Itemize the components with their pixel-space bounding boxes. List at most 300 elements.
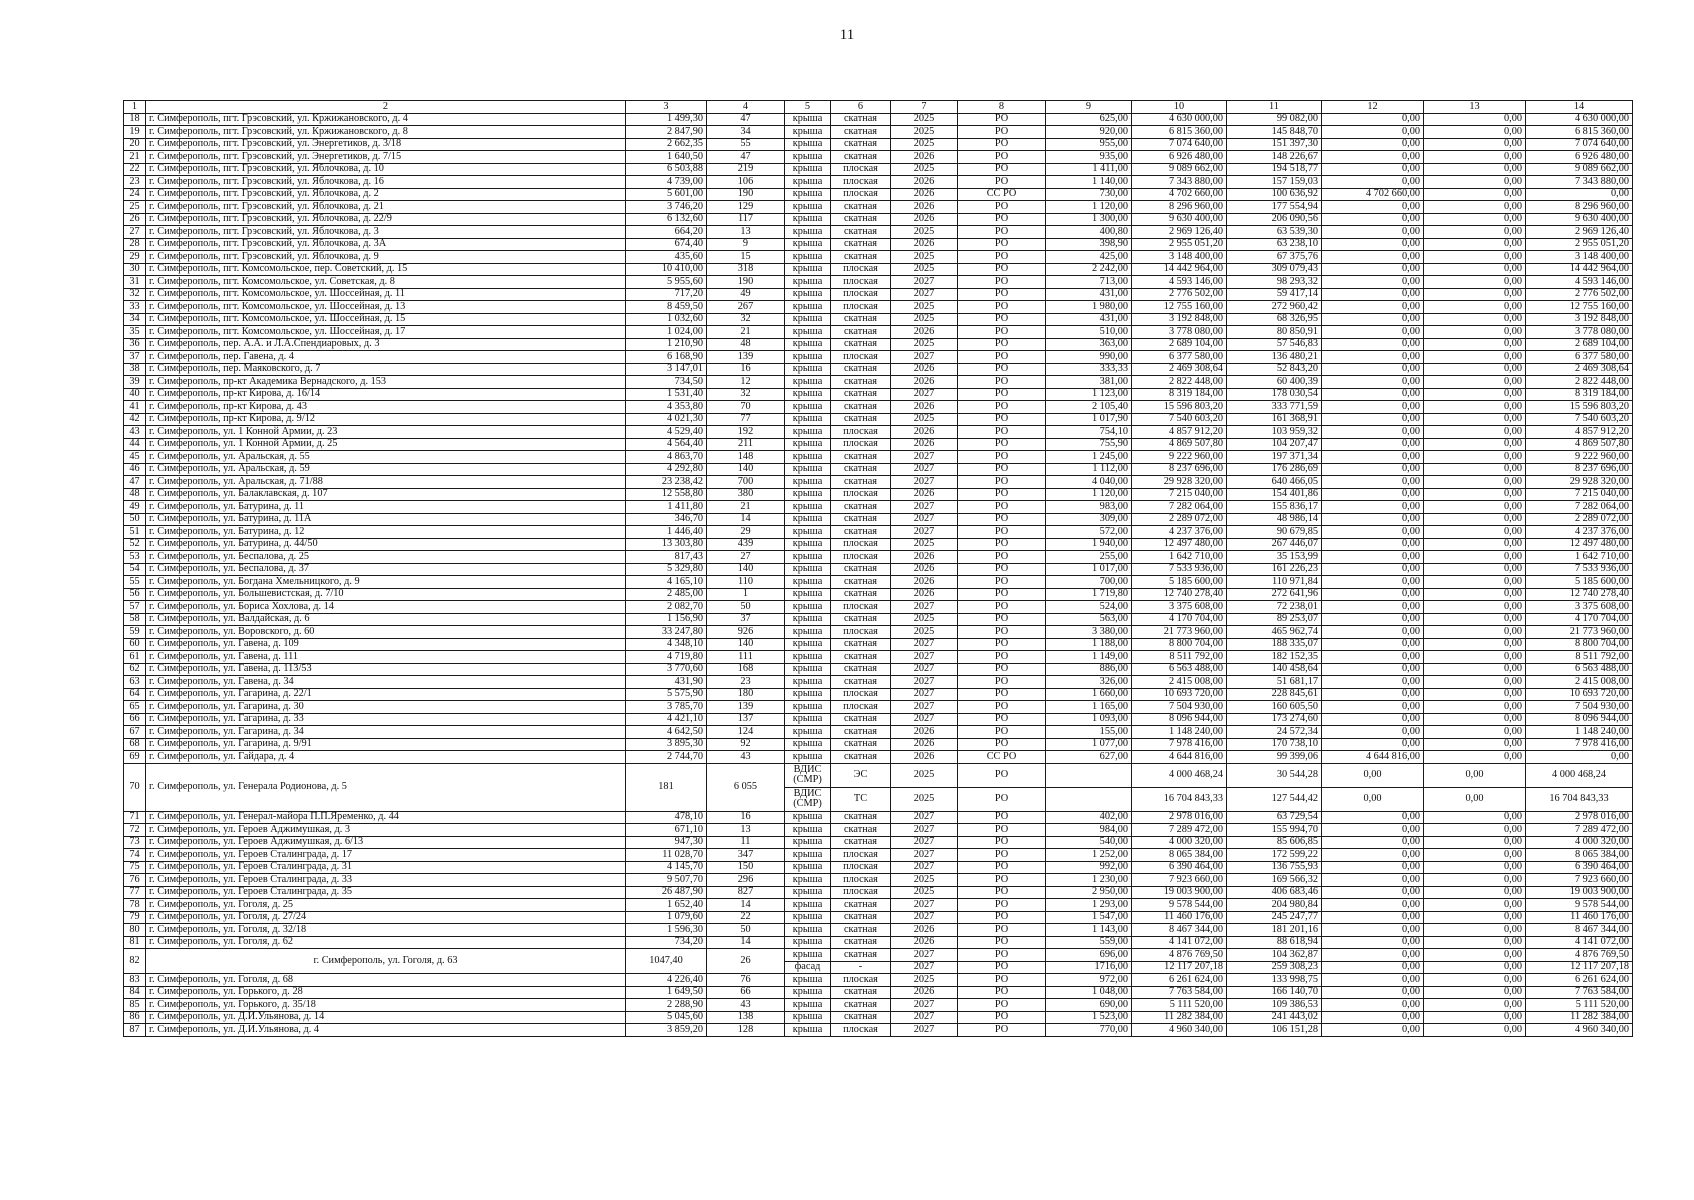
cell-volume: 333,33 [1046, 363, 1132, 376]
table-row [124, 986, 1633, 999]
cell-address: г. Симферополь, ул. Беспалова, д. 37 [146, 563, 626, 576]
cell-volume: 1 120,00 [1046, 488, 1132, 501]
cell-fund: РО [958, 463, 1046, 476]
cell-fund: РО [958, 238, 1046, 251]
cell-element: крыша [785, 911, 831, 924]
cell-other-funds: 0,00 [1424, 163, 1526, 176]
cell-unit-cost: 99 399,06 [1227, 751, 1322, 764]
cell-fund: РО [958, 763, 1046, 787]
cell-other-funds: 0,00 [1424, 326, 1526, 339]
table-row [124, 376, 1633, 389]
table-row [124, 726, 1633, 739]
cell-volume: 524,00 [1046, 601, 1132, 614]
cell-year: 2027 [891, 451, 958, 464]
cell-other-funds: 0,00 [1424, 551, 1526, 564]
cell-unit-cost: 109 386,53 [1227, 999, 1322, 1012]
cell-element: крыша [785, 113, 831, 126]
cell-address: г. Симферополь, ул. Гоголя, д. 25 [146, 899, 626, 912]
cell-fund: РО [958, 936, 1046, 949]
cell-roof-type: плоская [831, 601, 891, 614]
cell-residents: 150 [707, 861, 785, 874]
column-header: 9 [1046, 101, 1132, 114]
cell-cost: 2 776 502,00 [1132, 288, 1227, 301]
cell-year: 2025 [891, 886, 958, 899]
cell-fund: РО [958, 251, 1046, 264]
cell-special-account: 0,00 [1322, 251, 1424, 264]
cell-cost: 3 375 608,00 [1132, 601, 1227, 614]
cell-regional-operator: 7 540 603,20 [1526, 413, 1633, 426]
cell-address: г. Симферополь, ул. Бориса Хохлова, д. 14 [146, 601, 626, 614]
cell-row-number: 72 [124, 824, 146, 837]
cell-address: г. Симферополь, пгт. Грэсовский, ул. Яблочкова, д. 21 [146, 201, 626, 214]
cell-year: 2026 [891, 738, 958, 751]
cell-volume: 625,00 [1046, 113, 1132, 126]
cell-address: г. Симферополь, пгт. Грэсовский, ул. Кржижановского, д. 8 [146, 126, 626, 139]
cell-roof-type: скатная [831, 924, 891, 937]
cell-area: 947,30 [626, 836, 707, 849]
cell-volume: 1716,00 [1046, 961, 1132, 974]
cell-cost: 6 563 488,00 [1132, 663, 1227, 676]
cell-other-funds: 0,00 [1424, 276, 1526, 289]
cell-address: г. Симферополь, ул. Гавена, д. 111 [146, 651, 626, 664]
cell-year: 2025 [891, 338, 958, 351]
cell-area: 4 529,40 [626, 426, 707, 439]
cell-regional-operator: 7 923 660,00 [1526, 874, 1633, 887]
cell-volume: 1 940,00 [1046, 538, 1132, 551]
cell-cost: 7 215 040,00 [1132, 488, 1227, 501]
cell-special-account: 0,00 [1322, 849, 1424, 862]
cell-roof-type: плоская [831, 176, 891, 189]
cell-year: 2026 [891, 924, 958, 937]
cell-element: крыша [785, 326, 831, 339]
cell-year: 2027 [891, 899, 958, 912]
cell-cost: 2 469 308,64 [1132, 363, 1227, 376]
cell-fund: РО [958, 538, 1046, 551]
cell-other-funds: 0,00 [1424, 563, 1526, 576]
cell-regional-operator: 8 467 344,00 [1526, 924, 1633, 937]
cell-volume: 1 077,00 [1046, 738, 1132, 751]
cell-roof-type: скатная [831, 363, 891, 376]
cell-residents: 43 [707, 751, 785, 764]
cell-cost: 3 148 400,00 [1132, 251, 1227, 264]
cell-special-account: 0,00 [1322, 861, 1424, 874]
cell-cost: 9 578 544,00 [1132, 899, 1227, 912]
cell-element: крыша [785, 576, 831, 589]
cell-cost: 2 822 448,00 [1132, 376, 1227, 389]
cell-regional-operator: 7 504 930,00 [1526, 701, 1633, 714]
cell-volume: 400,80 [1046, 226, 1132, 239]
cell-unit-cost: 59 417,14 [1227, 288, 1322, 301]
cell-area: 1047,40 [626, 949, 707, 974]
cell-year: 2026 [891, 401, 958, 414]
cell-unit-cost: 80 850,91 [1227, 326, 1322, 339]
cell-other-funds: 0,00 [1424, 288, 1526, 301]
cell-unit-cost: 172 599,22 [1227, 849, 1322, 862]
cell-other-funds: 0,00 [1424, 301, 1526, 314]
cell-row-number: 18 [124, 113, 146, 126]
cell-volume: 627,00 [1046, 751, 1132, 764]
table-row [124, 911, 1633, 924]
cell-regional-operator: 2 978 016,00 [1526, 811, 1633, 824]
cell-fund: РО [958, 861, 1046, 874]
table-row [124, 126, 1633, 139]
cell-element: крыша [785, 138, 831, 151]
cell-regional-operator: 9 578 544,00 [1526, 899, 1633, 912]
cell-area: 4 564,40 [626, 438, 707, 451]
cell-fund: РО [958, 651, 1046, 664]
cell-row-number: 69 [124, 751, 146, 764]
cell-other-funds: 0,00 [1424, 576, 1526, 589]
cell-roof-type: плоская [831, 263, 891, 276]
cell-cost: 3 778 080,00 [1132, 326, 1227, 339]
cell-area: 8 459,50 [626, 301, 707, 314]
cell-element: крыша [785, 301, 831, 314]
cell-element: крыша [785, 861, 831, 874]
cell-volume: 309,00 [1046, 513, 1132, 526]
cell-residents: 380 [707, 488, 785, 501]
cell-other-funds: 0,00 [1424, 1024, 1526, 1037]
cell-unit-cost: 309 079,43 [1227, 263, 1322, 276]
cell-roof-type: скатная [831, 201, 891, 214]
cell-address: г. Симферополь, ул. Гоголя, д. 62 [146, 936, 626, 949]
cell-year: 2025 [891, 974, 958, 987]
cell-cost: 14 442 964,00 [1132, 263, 1227, 276]
cell-area: 671,10 [626, 824, 707, 837]
cell-cost: 4 702 660,00 [1132, 188, 1227, 201]
cell-roof-type: плоская [831, 538, 891, 551]
cell-other-funds: 0,00 [1424, 313, 1526, 326]
cell-address: г. Симферополь, ул. Героев Сталинграда, д. 31 [146, 861, 626, 874]
cell-address: г. Симферополь, ул. Гавена, д. 109 [146, 638, 626, 651]
cell-volume: 1 547,00 [1046, 911, 1132, 924]
cell-address: г. Симферополь, ул. Гоголя, д. 32/18 [146, 924, 626, 937]
cell-volume: 730,00 [1046, 188, 1132, 201]
cell-special-account: 0,00 [1322, 163, 1424, 176]
cell-roof-type: плоская [831, 688, 891, 701]
cell-fund: СС РО [958, 751, 1046, 764]
cell-address: г. Симферополь, пгт. Комсомольское, пер. Советский, д. 15 [146, 263, 626, 276]
cell-volume: 955,00 [1046, 138, 1132, 151]
cell-year: 2027 [891, 463, 958, 476]
cell-cost: 6 377 580,00 [1132, 351, 1227, 364]
cell-cost: 2 289 072,00 [1132, 513, 1227, 526]
cell-area: 2 288,90 [626, 999, 707, 1012]
cell-cost: 4 960 340,00 [1132, 1024, 1227, 1037]
column-header: 6 [831, 101, 891, 114]
cell-year: 2027 [891, 849, 958, 862]
cell-unit-cost: 151 397,30 [1227, 138, 1322, 151]
cell-residents: 138 [707, 1011, 785, 1024]
cell-area: 4 642,50 [626, 726, 707, 739]
table-row [124, 576, 1633, 589]
cell-regional-operator: 4 170 704,00 [1526, 613, 1633, 626]
cell-special-account: 0,00 [1322, 576, 1424, 589]
column-header: 11 [1227, 101, 1322, 114]
cell-fund: РО [958, 551, 1046, 564]
table-row [124, 463, 1633, 476]
table-row [124, 451, 1633, 464]
cell-residents: 139 [707, 701, 785, 714]
cell-unit-cost: 194 518,77 [1227, 163, 1322, 176]
cell-roof-type: скатная [831, 836, 891, 849]
cell-row-number: 60 [124, 638, 146, 651]
cell-row-number: 21 [124, 151, 146, 164]
cell-unit-cost: 72 238,01 [1227, 601, 1322, 614]
cell-address: г. Симферополь, пгт. Грэсовский, ул. Яблочкова, д. 10 [146, 163, 626, 176]
cell-area: 478,10 [626, 811, 707, 824]
cell-residents: 140 [707, 463, 785, 476]
cell-special-account: 0,00 [1322, 588, 1424, 601]
cell-regional-operator: 8 096 944,00 [1526, 713, 1633, 726]
cell-element: крыша [785, 613, 831, 626]
cell-year: 2027 [891, 601, 958, 614]
cell-volume: 935,00 [1046, 151, 1132, 164]
cell-address: г. Симферополь, ул. Большевистская, д. 7/10 [146, 588, 626, 601]
cell-special-account: 0,00 [1322, 886, 1424, 899]
cell-address: г. Симферополь, ул. Аральская, д. 59 [146, 463, 626, 476]
cell-roof-type: скатная [831, 313, 891, 326]
cell-element: крыша [785, 1024, 831, 1037]
cell-other-funds: 0,00 [1424, 924, 1526, 937]
cell-volume: 3 380,00 [1046, 626, 1132, 639]
cell-fund: РО [958, 276, 1046, 289]
cell-unit-cost: 99 082,00 [1227, 113, 1322, 126]
cell-volume: 984,00 [1046, 824, 1132, 837]
cell-roof-type: скатная [831, 663, 891, 676]
cell-regional-operator: 1 148 240,00 [1526, 726, 1633, 739]
cell-year: 2025 [891, 313, 958, 326]
cell-area: 4 165,10 [626, 576, 707, 589]
table-row [124, 501, 1633, 514]
cell-row-number: 55 [124, 576, 146, 589]
cell-element: крыша [785, 999, 831, 1012]
cell-row-number: 65 [124, 701, 146, 714]
cell-regional-operator: 12 740 278,40 [1526, 588, 1633, 601]
cell-area: 1 024,00 [626, 326, 707, 339]
cell-regional-operator: 2 415 008,00 [1526, 676, 1633, 689]
table-row [124, 426, 1633, 439]
cell-address: г. Симферополь, пгт. Грэсовский, ул. Яблочкова, д. 22/9 [146, 213, 626, 226]
cell-element: крыша [785, 513, 831, 526]
cell-regional-operator: 7 533 936,00 [1526, 563, 1633, 576]
column-header: 14 [1526, 101, 1633, 114]
cell-special-account: 0,00 [1322, 638, 1424, 651]
cell-area: 5 045,60 [626, 1011, 707, 1024]
cell-year: 2027 [891, 836, 958, 849]
cell-residents: 318 [707, 263, 785, 276]
cell-special-account: 0,00 [1322, 551, 1424, 564]
cell-roof-type: плоская [831, 874, 891, 887]
cell-cost: 4 237 376,00 [1132, 526, 1227, 539]
cell-special-account: 0,00 [1322, 811, 1424, 824]
cell-row-number: 51 [124, 526, 146, 539]
cell-address: г. Симферополь, ул. Генерала Родионова, д. 5 [146, 763, 626, 811]
cell-residents: 11 [707, 836, 785, 849]
cell-residents: 76 [707, 974, 785, 987]
cell-year: 2027 [891, 276, 958, 289]
cell-area: 33 247,80 [626, 626, 707, 639]
cell-special-account: 0,00 [1322, 663, 1424, 676]
cell-other-funds: 0,00 [1424, 811, 1526, 824]
cell-area: 1 499,30 [626, 113, 707, 126]
cell-residents: 66 [707, 986, 785, 999]
cell-regional-operator: 2 776 502,00 [1526, 288, 1633, 301]
cell-other-funds: 0,00 [1424, 836, 1526, 849]
cell-residents: 267 [707, 301, 785, 314]
cell-unit-cost: 228 845,61 [1227, 688, 1322, 701]
cell-regional-operator: 8 296 960,00 [1526, 201, 1633, 214]
cell-area: 1 156,90 [626, 613, 707, 626]
cell-roof-type: скатная [831, 326, 891, 339]
cell-volume: 1 252,00 [1046, 849, 1132, 862]
cell-unit-cost: 155 994,70 [1227, 824, 1322, 837]
cell-volume: 4 040,00 [1046, 476, 1132, 489]
cell-unit-cost: 169 566,32 [1227, 874, 1322, 887]
cell-address: г. Симферополь, ул. Богдана Хмельницкого, д. 9 [146, 576, 626, 589]
cell-roof-type: скатная [831, 638, 891, 651]
table-row [124, 999, 1633, 1012]
table-row [124, 476, 1633, 489]
cell-address: г. Симферополь, ул. Балаклавская, д. 107 [146, 488, 626, 501]
cell-element: крыша [785, 824, 831, 837]
cell-other-funds: 0,00 [1424, 188, 1526, 201]
cell-residents: 12 [707, 376, 785, 389]
cell-volume: 381,00 [1046, 376, 1132, 389]
cell-element: крыша [785, 476, 831, 489]
cell-fund: РО [958, 426, 1046, 439]
cell-element: крыша [785, 488, 831, 501]
cell-unit-cost: 160 605,50 [1227, 701, 1322, 714]
cell-unit-cost: 100 636,92 [1227, 188, 1322, 201]
cell-year: 2025 [891, 301, 958, 314]
cell-other-funds: 0,00 [1424, 626, 1526, 639]
cell-row-number: 77 [124, 886, 146, 899]
cell-unit-cost: 245 247,77 [1227, 911, 1322, 924]
cell-address: г. Симферополь, пгт. Комсомольское, ул. Шоссейная, д. 11 [146, 288, 626, 301]
cell-special-account: 0,00 [1322, 176, 1424, 189]
cell-year: 2025 [891, 126, 958, 139]
cell-row-number: 36 [124, 338, 146, 351]
cell-unit-cost: 166 140,70 [1227, 986, 1322, 999]
cell-fund: РО [958, 163, 1046, 176]
cell-fund: РО [958, 451, 1046, 464]
cell-area: 4 021,30 [626, 413, 707, 426]
cell-area: 6 168,90 [626, 351, 707, 364]
cell-special-account: 0,00 [1322, 713, 1424, 726]
cell-unit-cost: 98 293,32 [1227, 276, 1322, 289]
cell-row-number: 22 [124, 163, 146, 176]
cell-unit-cost: 85 606,85 [1227, 836, 1322, 849]
cell-element: крыша [785, 849, 831, 862]
cell-regional-operator: 6 926 480,00 [1526, 151, 1633, 164]
cell-address: г. Симферополь, пгт. Грэсовский, ул. Кржижановского, д. 4 [146, 113, 626, 126]
cell-area: 3 895,30 [626, 738, 707, 751]
cell-address: г. Симферополь, пгт. Грэсовский, ул. Яблочкова, д. 9 [146, 251, 626, 264]
cell-volume: 510,00 [1046, 326, 1132, 339]
cell-row-number: 31 [124, 276, 146, 289]
cell-residents: 347 [707, 849, 785, 862]
cell-fund: РО [958, 701, 1046, 714]
cell-other-funds: 0,00 [1424, 651, 1526, 664]
cell-special-account: 0,00 [1322, 936, 1424, 949]
cell-regional-operator: 5 185 600,00 [1526, 576, 1633, 589]
cell-residents: 16 [707, 811, 785, 824]
table-row [124, 836, 1633, 849]
cell-regional-operator: 7 289 472,00 [1526, 824, 1633, 837]
cell-special-account: 0,00 [1322, 113, 1424, 126]
cell-fund: РО [958, 338, 1046, 351]
cell-roof-type: плоская [831, 551, 891, 564]
cell-fund: РО [958, 226, 1046, 239]
cell-year: 2026 [891, 551, 958, 564]
cell-residents: 32 [707, 313, 785, 326]
table-row [124, 899, 1633, 912]
cell-fund: РО [958, 288, 1046, 301]
cell-unit-cost: 60 400,39 [1227, 376, 1322, 389]
cell-cost: 29 928 320,00 [1132, 476, 1227, 489]
column-header: 3 [626, 101, 707, 114]
cell-special-account: 0,00 [1322, 651, 1424, 664]
cell-volume: 1 188,00 [1046, 638, 1132, 651]
cell-residents: 192 [707, 426, 785, 439]
cell-residents: 55 [707, 138, 785, 151]
table-row [124, 824, 1633, 837]
cell-roof-type: скатная [831, 238, 891, 251]
cell-element: крыша [785, 251, 831, 264]
cell-year: 2026 [891, 151, 958, 164]
cell-roof-type: скатная [831, 738, 891, 751]
cell-regional-operator: 7 763 584,00 [1526, 986, 1633, 999]
cell-special-account: 0,00 [1322, 338, 1424, 351]
cell-unit-cost: 104 362,87 [1227, 949, 1322, 962]
cell-fund: СС РО [958, 188, 1046, 201]
cell-area: 5 575,90 [626, 688, 707, 701]
cell-regional-operator: 7 282 064,00 [1526, 501, 1633, 514]
cell-residents: 128 [707, 1024, 785, 1037]
cell-cost: 15 596 803,20 [1132, 401, 1227, 414]
cell-unit-cost: 177 554,94 [1227, 201, 1322, 214]
cell-roof-type: скатная [831, 213, 891, 226]
cell-area: 11 028,70 [626, 849, 707, 862]
cell-cost: 11 460 176,00 [1132, 911, 1227, 924]
cell-regional-operator: 2 955 051,20 [1526, 238, 1633, 251]
cell-residents: 29 [707, 526, 785, 539]
cell-regional-operator: 4 960 340,00 [1526, 1024, 1633, 1037]
cell-special-account: 0,00 [1322, 626, 1424, 639]
cell-cost: 8 511 792,00 [1132, 651, 1227, 664]
cell-residents: 111 [707, 651, 785, 664]
cell-row-number: 76 [124, 874, 146, 887]
column-number-row [124, 101, 1633, 114]
cell-volume: 1 230,00 [1046, 874, 1132, 887]
cell-fund: РО [958, 126, 1046, 139]
cell-year: 2027 [891, 811, 958, 824]
cell-row-number: 80 [124, 924, 146, 937]
cell-special-account: 0,00 [1322, 438, 1424, 451]
cell-other-funds: 0,00 [1424, 513, 1526, 526]
cell-year: 2027 [891, 713, 958, 726]
cell-special-account: 0,00 [1322, 213, 1424, 226]
cell-cost: 21 773 960,00 [1132, 626, 1227, 639]
cell-fund: РО [958, 638, 1046, 651]
cell-year: 2027 [891, 388, 958, 401]
cell-row-number: 87 [124, 1024, 146, 1037]
table-row [124, 513, 1633, 526]
cell-element: крыша [785, 438, 831, 451]
cell-roof-type: ТС [831, 787, 891, 811]
cell-other-funds: 0,00 [1424, 451, 1526, 464]
cell-roof-type: скатная [831, 936, 891, 949]
